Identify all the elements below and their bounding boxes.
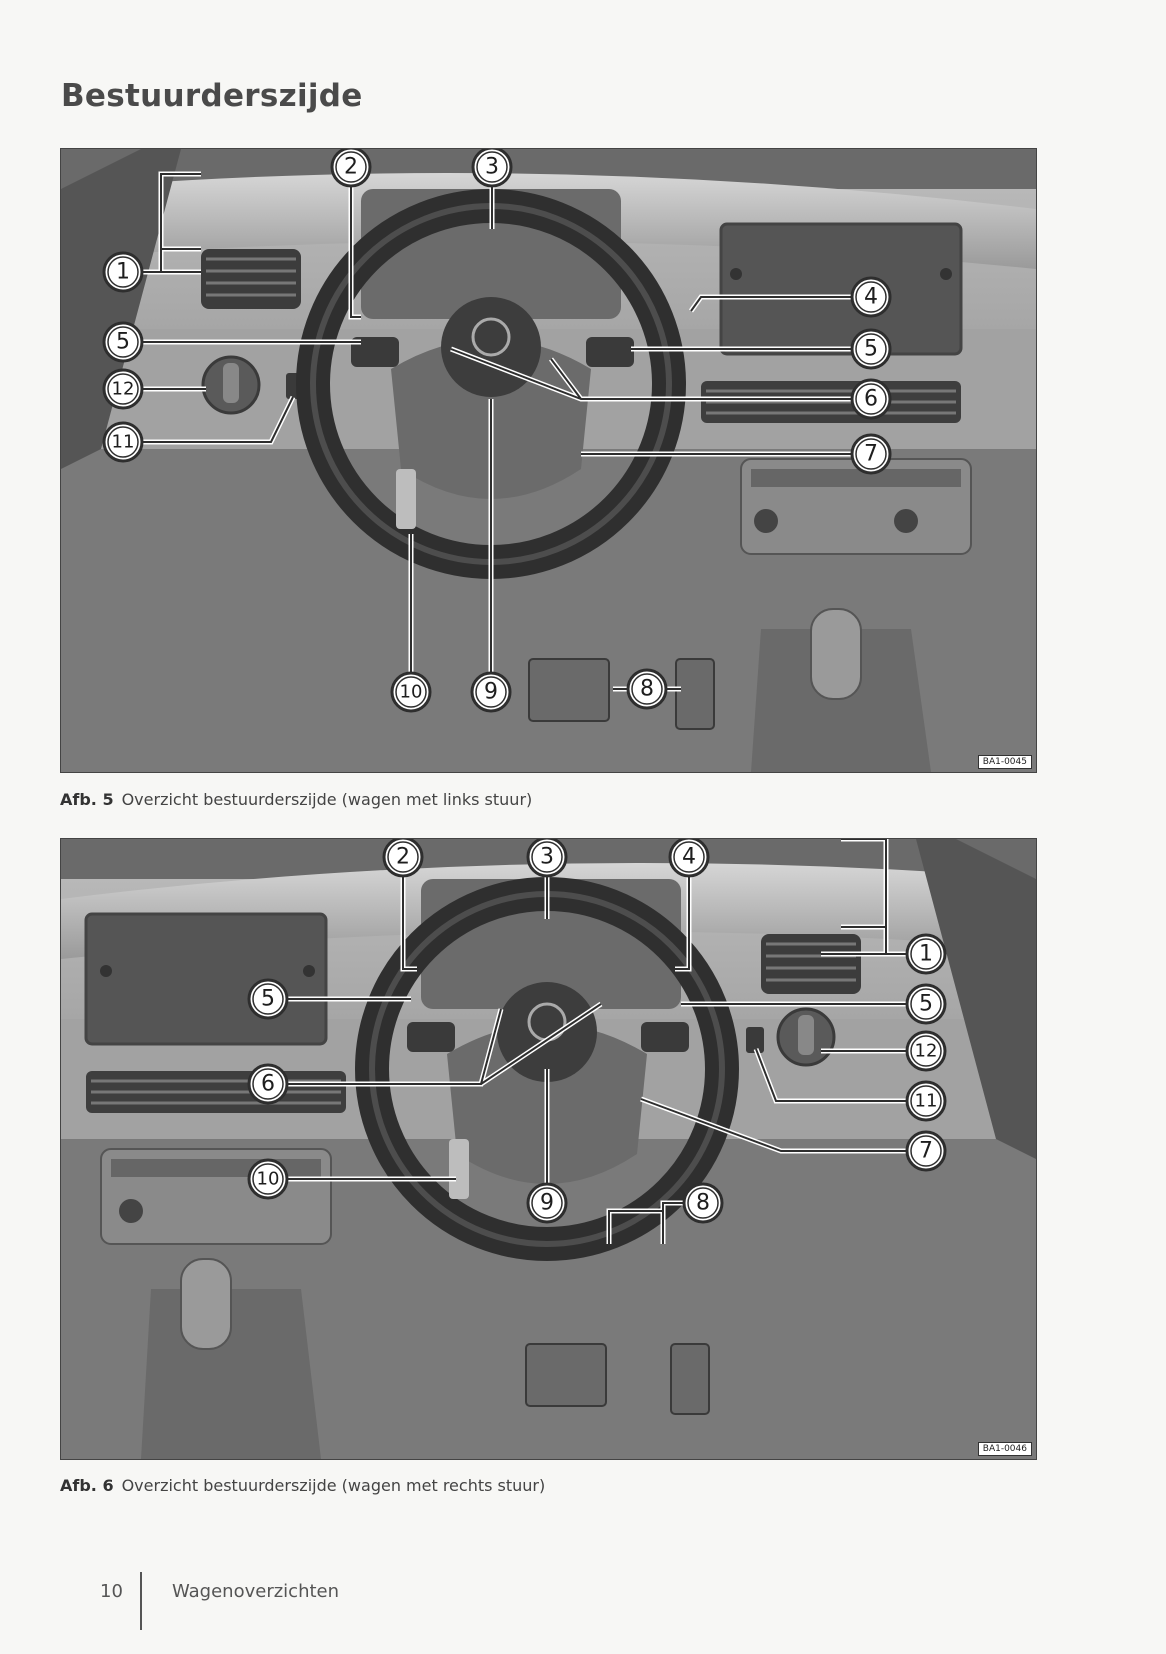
callout-number: 2 [396,844,410,870]
callout-marker [628,670,666,708]
callout-number: 7 [919,1138,933,1164]
figure-code: BA1-0045 [978,755,1032,769]
callout-number: 1 [116,259,130,285]
page-number: 10 [100,1581,123,1602]
callout-marker [104,370,142,408]
figure-code: BA1-0046 [978,1442,1032,1456]
callout-marker [670,839,708,876]
callout-marker [104,253,142,291]
callout-marker [852,380,890,418]
callout-number: 9 [540,1190,554,1216]
footer-divider [140,1572,142,1630]
callout-number: 2 [344,154,358,180]
callout-number: 4 [864,284,878,310]
callout-marker [473,149,511,186]
callout-number: 9 [484,679,498,705]
accelerator-pedal [671,1344,709,1414]
figure-left-hand-drive [60,148,1037,773]
callout-marker [332,149,370,186]
callout-marker [528,1184,566,1222]
callout-marker [104,423,142,461]
accelerator-pedal [676,659,714,729]
callout-marker [907,935,945,973]
callout-marker [907,985,945,1023]
airbag-hub [441,297,541,397]
callout-number: 5 [261,986,275,1012]
callout-marker [907,1132,945,1170]
caption-label: Afb. 6 [60,1476,114,1495]
gear-selector [181,1259,231,1349]
infotainment-screen [86,914,326,1044]
callout-marker [249,980,287,1018]
caption-text: Overzicht bestuurderszijde (wagen met rechts stuur) [121,1476,546,1495]
caption-text: Overzicht bestuurderszijde (wagen met links stuur) [121,790,533,809]
brake-pedal [529,659,609,721]
section-title: Wagenoverzichten [172,1581,340,1602]
callout-marker [907,1032,945,1070]
gear-selector [811,609,861,699]
callout-number: 12 [914,1040,938,1062]
callout-marker [684,1184,722,1222]
callout-number: 12 [111,378,135,400]
caption-label: Afb. 5 [60,790,114,809]
callout-marker [528,839,566,876]
figure-caption [60,1476,545,1495]
callout-marker [392,673,430,711]
callout-number: 5 [919,991,933,1017]
callout-number: 3 [540,844,554,870]
airbag-hub [497,982,597,1082]
infotainment-screen [721,224,961,354]
callout-number: 5 [116,329,130,355]
dashboard-illustration-rhd [61,839,1036,1459]
callout-number: 8 [640,676,654,702]
callout-marker [249,1065,287,1103]
callout-number: 10 [399,681,423,703]
callout-number: 3 [485,154,499,180]
callout-number: 4 [682,844,696,870]
figure-right-hand-drive [60,838,1037,1460]
callout-marker [907,1082,945,1120]
callout-number: 8 [696,1190,710,1216]
callout-number: 5 [864,336,878,362]
callout-number: 7 [864,441,878,467]
callout-number: 1 [919,941,933,967]
steering-column-lever [449,1139,469,1199]
dashboard-illustration-lhd [61,149,1036,772]
callout-number: 11 [914,1090,938,1112]
callout-number: 11 [111,431,135,453]
callout-number: 10 [256,1168,280,1190]
figure-caption [60,790,532,809]
callout-marker [852,278,890,316]
callout-marker [104,323,142,361]
callout-marker [852,330,890,368]
callout-number: 6 [864,386,878,412]
callout-marker [384,839,422,876]
callout-marker [852,435,890,473]
steering-column-lever [396,469,416,529]
callout-number: 6 [261,1071,275,1097]
page-title: Bestuurderszijde [61,78,363,114]
callout-marker [249,1160,287,1198]
callout-marker [472,673,510,711]
brake-pedal [526,1344,606,1406]
